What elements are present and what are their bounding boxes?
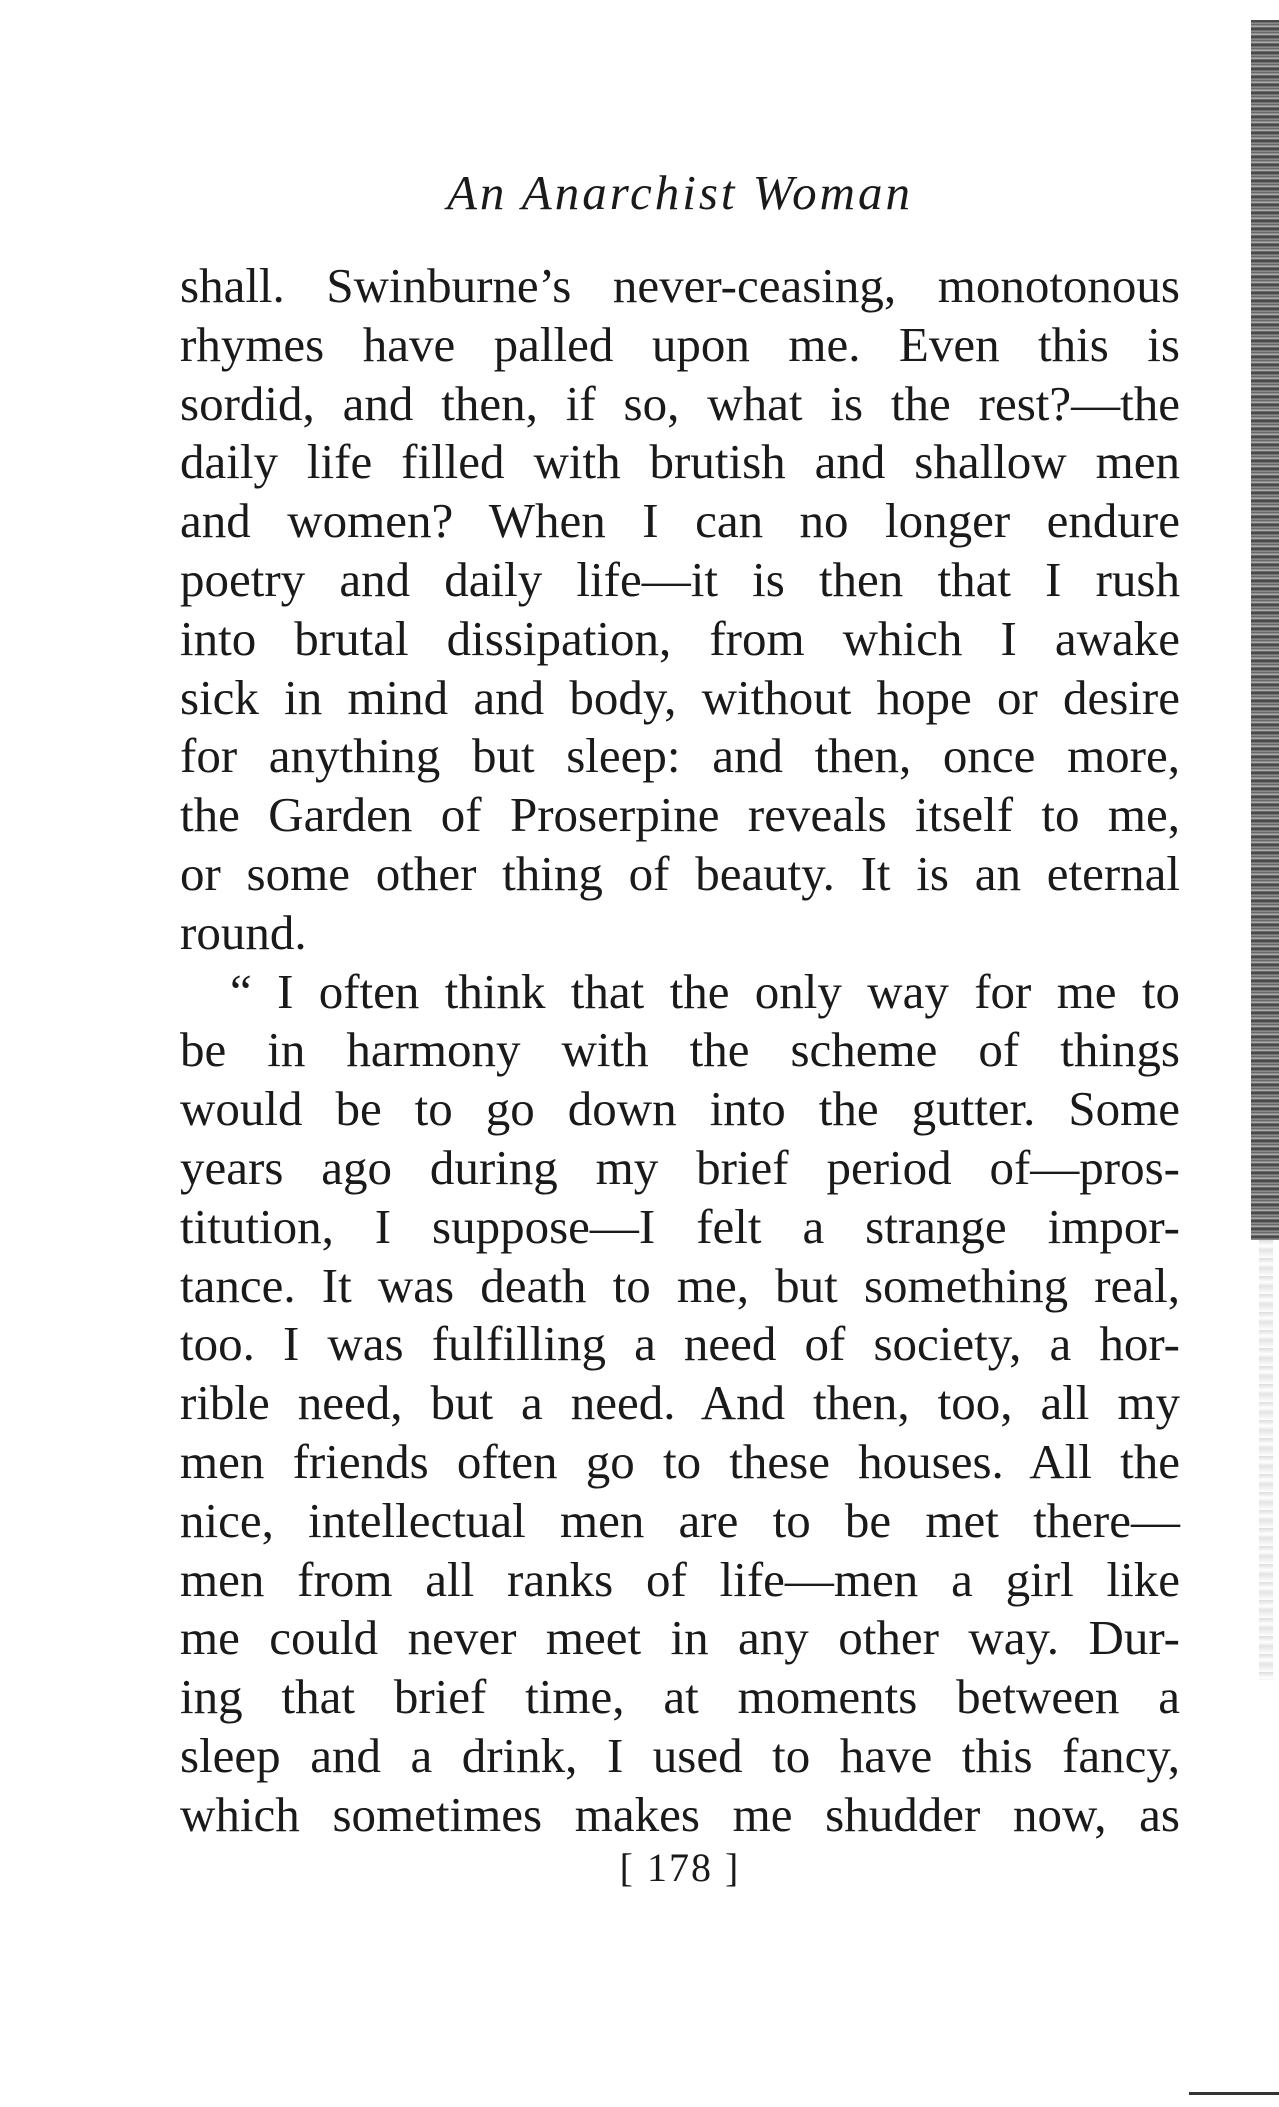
text-line: shall. Swinburne’s never-ceasing, monotonous (180, 258, 1180, 313)
text-line: be in harmony with the scheme of things (180, 1022, 1180, 1078)
text-line: sleep and a drink, I used to have this fancy, (180, 1727, 1180, 1783)
text-line: me could never meet in any other way. Dur- (180, 1610, 1180, 1666)
binding-edge (1251, 20, 1279, 1240)
text-line: nice, intellectual men are to be met there— (180, 1492, 1180, 1548)
bottom-edge-mark (1189, 2092, 1279, 2095)
text-line: years ago during my brief period of—pros- (180, 1139, 1180, 1195)
text-line: and women? When I can no longer endure (180, 493, 1180, 549)
text-line: men from all ranks of life—men a girl like (180, 1551, 1180, 1607)
running-head: An Anarchist Woman (447, 165, 913, 220)
text-line: for anything but sleep: and then, once more, (180, 728, 1180, 784)
page-number: [ 178 ] (619, 1845, 741, 1890)
text-line: rible need, but a need. And then, too, all my (180, 1375, 1180, 1431)
text-line: sick in mind and body, without hope or desire (180, 669, 1180, 725)
text-line: too. I was fulfilling a need of society, a hor- (180, 1316, 1180, 1372)
text-line: sordid, and then, if so, what is the rest?—the (180, 375, 1180, 431)
binding-edge-fade (1259, 1240, 1273, 1680)
text-line: rhymes have palled upon me. Even this is (180, 316, 1180, 372)
text-line: tance. It was death to me, but something real, (180, 1257, 1180, 1313)
text-line: men friends often go to these houses. All the (180, 1433, 1180, 1489)
text-line: daily life filled with brutish and shallow men (180, 434, 1180, 490)
text-line: the Garden of Proserpine reveals itself to me, (180, 787, 1180, 843)
text-line: titution, I suppose—I felt a strange impor- (180, 1198, 1180, 1254)
text-line: ing that brief time, at moments between a (180, 1669, 1180, 1725)
body-text (180, 257, 1180, 1845)
text-line: would be to go down into the gutter. Some (180, 1081, 1180, 1137)
text-line: poetry and daily life—it is then that I rush (180, 551, 1180, 607)
text-line: “ I often think that the only way for me to (230, 963, 1180, 1019)
text-line: which sometimes makes me shudder now, as (180, 1786, 1180, 1842)
text-line: round. (180, 904, 307, 960)
text-line: or some other thing of beauty. It is an eternal (180, 845, 1180, 901)
text-line: into brutal dissipation, from which I awake (180, 610, 1180, 666)
